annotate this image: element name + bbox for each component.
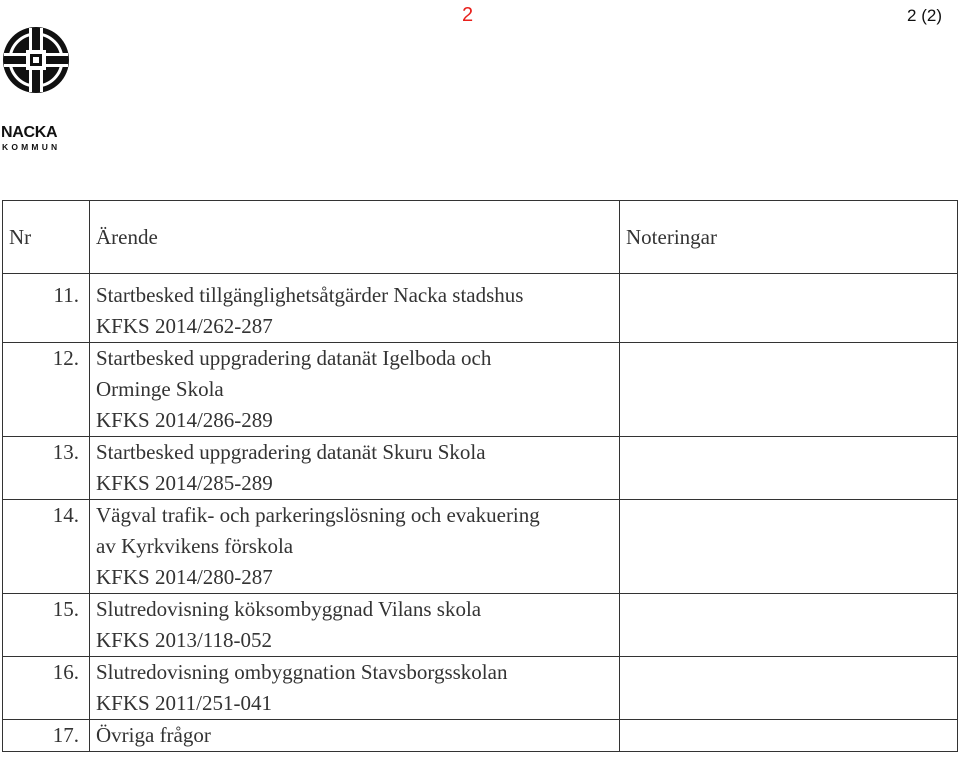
table-row xyxy=(3,720,958,752)
arende-line: Startbesked tillgänglighetsåtgärder Nacka stadshus xyxy=(96,283,524,307)
arende-line: Slutredovisning ombyggnation Stavsborgsskolan xyxy=(96,660,508,684)
page-count: 2 (2) xyxy=(907,6,942,25)
row-arende xyxy=(90,657,620,720)
row-noteringar xyxy=(620,500,958,594)
row-noteringar xyxy=(620,720,958,752)
arende-line: Startbesked uppgradering datanät Igelboda och xyxy=(96,346,492,370)
arende-line: KFKS 2014/280-287 xyxy=(96,565,273,589)
row-number: 14. xyxy=(3,500,90,594)
table-row xyxy=(3,437,958,500)
table-row xyxy=(3,594,958,657)
column-header-arende: Ärende xyxy=(90,201,620,274)
column-header-nr: Nr xyxy=(3,201,90,274)
arende-line: KFKS 2014/285-289 xyxy=(96,471,273,495)
arende-line: Startbesked uppgradering datanät Skuru Skola xyxy=(96,440,486,464)
row-arende xyxy=(90,437,620,500)
row-arende xyxy=(90,500,620,594)
row-number: 17. xyxy=(3,720,90,752)
row-noteringar xyxy=(620,274,958,343)
table-row xyxy=(3,657,958,720)
logo-emblem-icon xyxy=(0,26,74,100)
table-row xyxy=(3,500,958,594)
table-row xyxy=(3,274,958,343)
arende-line: av Kyrkvikens förskola xyxy=(96,534,294,558)
table-header-row xyxy=(3,201,958,274)
arende-line: Övriga frågor xyxy=(96,723,211,747)
row-noteringar xyxy=(620,343,958,437)
arende-line: Slutredovisning köksombyggnad Vilans skola xyxy=(96,597,482,621)
row-arende xyxy=(90,274,620,343)
row-arende xyxy=(90,720,620,752)
arende-line: Vägval trafik- och parkeringslösning och evakuering xyxy=(96,503,540,527)
row-number: 12. xyxy=(3,343,90,437)
arende-line: KFKS 2014/286-289 xyxy=(96,408,273,432)
arende-line: Orminge Skola xyxy=(96,377,224,401)
arende-line: KFKS 2014/262-287 xyxy=(96,314,273,338)
row-arende xyxy=(90,343,620,437)
agenda-table xyxy=(2,200,958,752)
row-noteringar xyxy=(620,657,958,720)
logo-subtitle: KOMMUN xyxy=(2,142,61,152)
nacka-kommun-logo xyxy=(0,26,74,152)
row-number: 11. xyxy=(3,274,90,343)
arende-line: KFKS 2011/251-041 xyxy=(96,691,272,715)
page-number-red: 2 xyxy=(462,4,474,26)
row-number: 15. xyxy=(3,594,90,657)
arende-line: KFKS 2013/118-052 xyxy=(96,628,272,652)
row-number: 16. xyxy=(3,657,90,720)
row-noteringar xyxy=(620,594,958,657)
row-arende xyxy=(90,594,620,657)
logo-name: NACKA xyxy=(1,124,58,141)
row-noteringar xyxy=(620,437,958,500)
row-number: 13. xyxy=(3,437,90,500)
column-header-noteringar: Noteringar xyxy=(620,201,958,274)
table-row xyxy=(3,343,958,437)
